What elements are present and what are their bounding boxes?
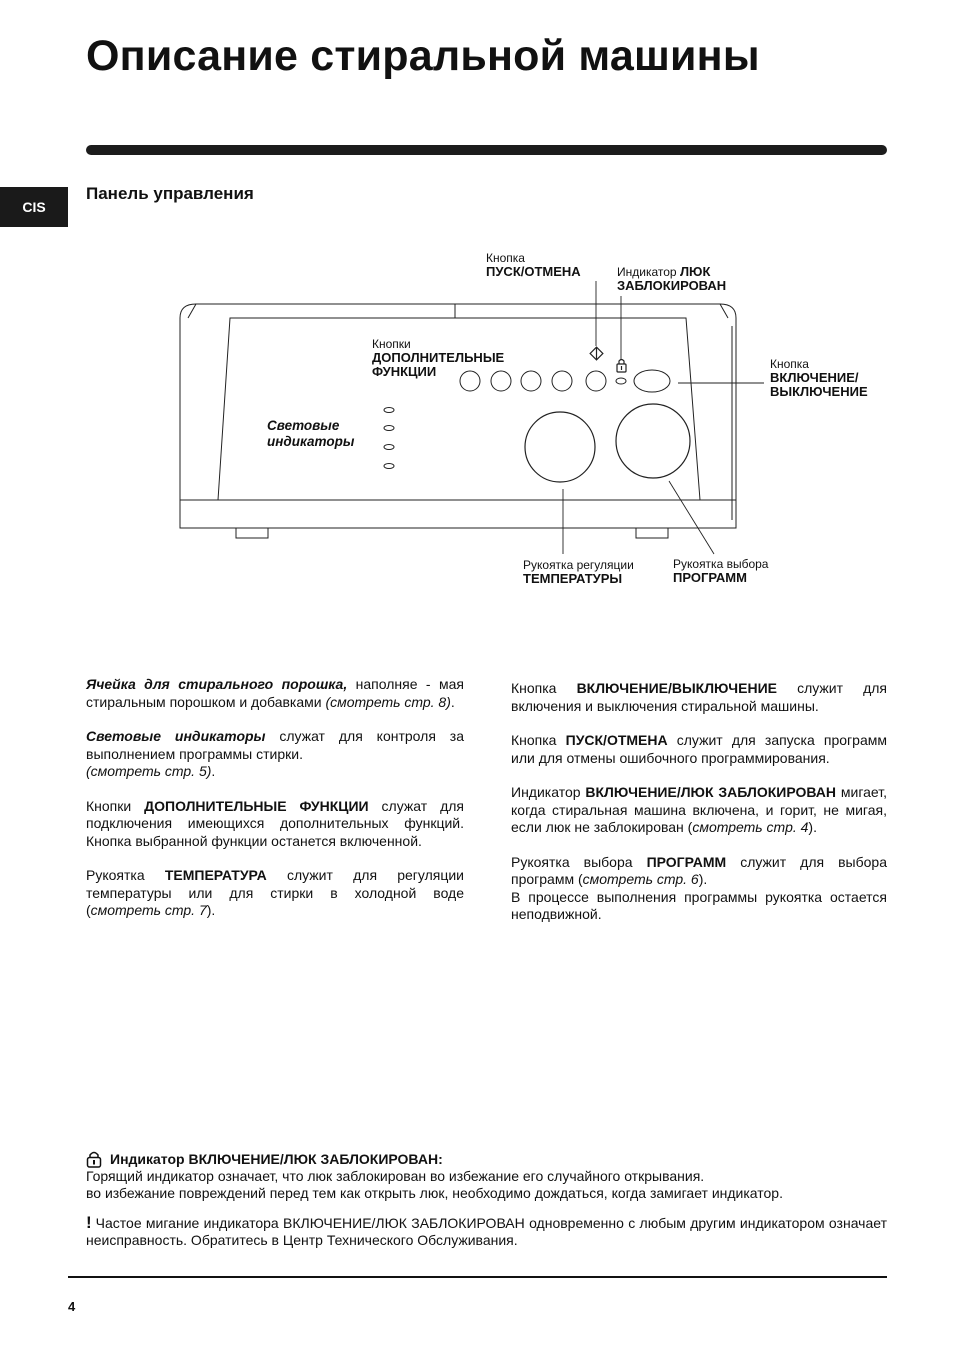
program-knob (616, 404, 690, 478)
program-knob-label: Рукоятка выбора ПРОГРАММ (673, 557, 769, 585)
onoff-button-label: Кнопка ВКЛЮЧЕНИЕ/ ВЫКЛЮЧЕНИЕ (770, 357, 868, 399)
lock-note-line-1: Горящий индикатор означает, что люк заблокирован во избежание его случайного открывания. (86, 1168, 705, 1184)
program-knob-paragraph: Рукоятка выбора ПРОГРАММ служит для выбора программ (смотреть стр. 6). В процессе выполнения программы рукоятка остается неподвижной. (511, 853, 888, 922)
left-column (86, 676, 464, 937)
temperature-knob-paragraph: Рукоятка ТЕМПЕРАТУРА служит для регуляции температуры или для стирки в холодной воде (смотреть стр. 7). (86, 867, 464, 918)
lock-icon (86, 1150, 102, 1168)
start-icon (590, 347, 603, 360)
onoff-button-paragraph: Кнопка ВКЛЮЧЕНИЕ/ВЫКЛЮЧЕНИЕ служит для включения и выключения стиральной машины. (511, 680, 887, 714)
start-button-label: Кнопка ПУСК/ОТМЕНА (486, 251, 581, 279)
section-title: Панель управления (86, 184, 254, 203)
option-buttons-paragraph: Кнопки ДОПОЛНИТЕЛЬНЫЕ ФУНКЦИИ служат для подключения имеющихся дополнительных функций. Кнопка выбранной функции останется включенной. (86, 797, 464, 849)
lock-note-heading: Индикатор ВКЛЮЧЕНИЕ/ЛЮК ЗАБЛОКИРОВАН: (86, 1150, 887, 1168)
lock-icon (617, 360, 626, 373)
control-panel-drawing (0, 0, 954, 620)
lock-note-line-2: во избежание повреждений перед тем как открыть люк, необходимо дождаться, когда замигает индикатор. (86, 1185, 783, 1201)
temperature-knob (525, 412, 595, 482)
onoff-button (634, 370, 670, 392)
page-title: Описание стиральной машины (86, 32, 760, 80)
lock-indicator-label: Индикатор ЛЮК ЗАБЛОКИРОВАН (617, 264, 727, 293)
start-button-paragraph: Кнопка ПУСК/ОТМЕНА служит для запуска программ или для отмены ошибочного программирования. (511, 732, 887, 766)
option-button-3 (521, 371, 541, 391)
warning-mark: ! (86, 1213, 92, 1232)
footer-divider (68, 1276, 887, 1278)
indicator-lights (384, 408, 394, 469)
page-number: 4 (68, 1299, 76, 1314)
language-tab: CIS (0, 187, 68, 227)
temperature-knob-label: Рукоятка регуляции ТЕМПЕРАТУРЫ (523, 558, 634, 586)
right-column (511, 680, 887, 941)
indicator-lights-label: Световые индикаторы (267, 418, 355, 449)
detergent-drawer-paragraph: Ячейка для стирального порошка, наполняе - мая стиральным порошком и добавками (смотреть стр. 8). (86, 676, 464, 710)
lock-indicator-paragraph: Индикатор ВКЛЮЧЕНИЕ/ЛЮК ЗАБЛОКИРОВАН мигает, когда стиральная машина включена, и горит, не мигая, если люк не заблокирован (смотреть стр. 4). (511, 784, 887, 835)
control-panel-diagram (0, 0, 954, 620)
indicator-lights-paragraph: Световые индикаторы служат для контроля за выполнением программы стирки. (смотреть стр. 5). (86, 728, 464, 779)
warning-note: ! Частое мигание индикатора ВКЛЮЧЕНИЕ/ЛЮК ЗАБЛОКИРОВАН одновременно с любым другим индикатором означает неисправность. Обратитесь в Центр Технического Обслуживания. (86, 1213, 887, 1248)
option-buttons-label: Кнопки ДОПОЛНИТЕЛЬНЫЕ ФУНКЦИИ (372, 337, 505, 379)
lock-indicator-light (616, 378, 626, 384)
option-button-4 (552, 371, 572, 391)
lock-note (86, 1150, 887, 1249)
start-button (586, 371, 606, 391)
